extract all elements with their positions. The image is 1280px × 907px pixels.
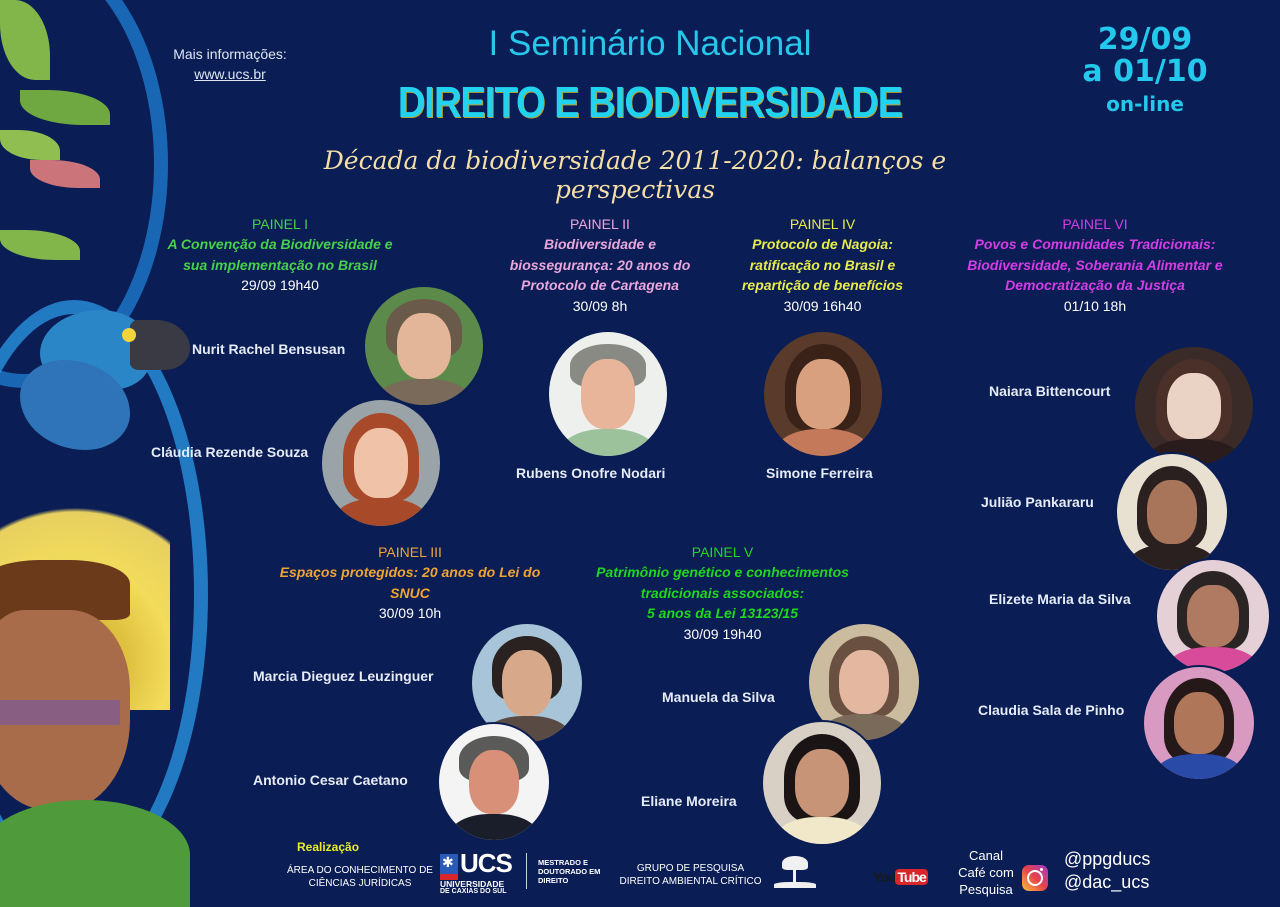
grupo-line: GRUPO DE PESQUISA <box>636 863 745 874</box>
instagram-handle[interactable]: @ppgducs <box>1064 849 1151 869</box>
instagram-handles <box>1064 848 1150 894</box>
speaker-name: Cláudia Rezende Souza <box>151 444 309 460</box>
panel-schedule: 29/09 19h40 <box>241 277 319 293</box>
instagram-handle[interactable]: @dac_ucs <box>1064 872 1150 892</box>
website-link[interactable]: www.ucs.br <box>194 66 266 82</box>
grupo-pesquisa <box>618 862 763 888</box>
panel-label: PAINEL VI <box>1062 216 1128 232</box>
event-mode: on-line <box>1106 92 1184 116</box>
panel-schedule: 30/09 10h <box>378 605 442 621</box>
speaker-name: Nurit Rachel Bensusan <box>192 341 346 357</box>
mestrado-line: DOUTORADO EM <box>538 867 601 876</box>
speaker-name: Rubens Onofre Nodari <box>516 465 666 481</box>
canal-line: Canal <box>969 848 1003 863</box>
event-title-main: DIREITO E BIODIVERSIDADE <box>397 78 903 127</box>
event-subtitle: Década da biodiversidade 2011-2020: balanços e perspectivas <box>323 146 947 204</box>
speaker-photo <box>1115 452 1229 572</box>
more-info <box>150 44 310 84</box>
area-line: ÁREA DO CONHECIMENTO DE <box>287 865 433 876</box>
panel-3 <box>245 542 575 623</box>
panel-4 <box>730 214 915 316</box>
speaker-name: Naiara Bittencourt <box>989 383 1111 399</box>
mestrado-line: MESTRADO E <box>538 858 589 867</box>
panel-title-line: Democratização da Justiça <box>1005 277 1185 293</box>
panel-1 <box>130 214 430 295</box>
canal-line: Café com <box>958 865 1014 880</box>
panel-schedule: 30/09 8h <box>572 297 628 314</box>
speaker-name: Eliane Moreira <box>641 793 737 809</box>
date-start: 29/09 <box>1097 22 1193 57</box>
panel-title-line: Biodiversidade e <box>543 236 657 252</box>
canal-cafe-com-pesquisa <box>950 847 1022 898</box>
instagram-icon[interactable] <box>1022 865 1048 891</box>
canal-line: Pesquisa <box>959 882 1013 897</box>
panel-title-line: sua implementação no Brasil <box>183 256 377 273</box>
speaker-photo <box>1133 345 1255 467</box>
area-conhecimento <box>285 864 435 890</box>
panel-title-line: tradicionais associados: <box>640 584 805 601</box>
speaker-name: Manuela da Silva <box>662 689 775 705</box>
mestrado-line: DIREITO <box>538 876 569 885</box>
mestrado-doutorado-label <box>538 858 600 885</box>
panel-schedule: 30/09 16h40 <box>783 297 862 314</box>
speaker-name: Elizete Maria da Silva <box>989 591 1131 607</box>
panel-title-line: A Convenção da Biodiversidade e <box>167 236 393 252</box>
speaker-name: Simone Ferreira <box>766 465 873 481</box>
ucs-university-name <box>440 880 507 896</box>
panel-title-line: Protocolo de Nagoia: <box>752 236 893 252</box>
panel-title-line: biossegurança: 20 anos do <box>509 256 691 273</box>
macaw-illustration <box>10 300 180 450</box>
speaker-photo <box>1155 558 1271 674</box>
tree-book-logo-icon <box>772 856 818 892</box>
speaker-name: Claudia Sala de Pinho <box>978 702 1125 718</box>
panel-2 <box>490 214 710 316</box>
panel-label: PAINEL V <box>691 544 754 560</box>
panel-label: PAINEL I <box>251 216 309 232</box>
panel-title-line: Espaços protegidos: 20 anos do Lei do <box>279 564 541 580</box>
indigenous-figure-illustration <box>0 470 180 907</box>
panel-title-line: Patrimônio genético e conhecimentos <box>596 564 849 580</box>
event-title-line1: I Seminário Nacional <box>488 24 812 63</box>
panel-5 <box>575 542 870 644</box>
ucs-sub-line: UNIVERSIDADE <box>440 879 505 889</box>
speaker-name: Antonio Cesar Caetano <box>253 772 408 788</box>
panel-schedule: 01/10 18h <box>1063 297 1127 314</box>
event-dates <box>1060 24 1230 116</box>
panel-title-line: Povos e Comunidades Tradicionais: <box>974 236 1216 252</box>
panel-schedule: 30/09 19h40 <box>683 625 762 642</box>
speaker-photo <box>437 722 551 842</box>
panel-title-line: ratificação no Brasil e <box>749 256 896 273</box>
panel-label: PAINEL IV <box>789 216 856 232</box>
speaker-photo <box>761 720 883 846</box>
speaker-name: Julião Pankararu <box>981 494 1094 510</box>
youtube-logo-icon[interactable] <box>873 869 928 885</box>
ucs-logo <box>440 848 520 896</box>
speaker-name: Marcia Dieguez Leuzinguer <box>253 668 434 684</box>
divider <box>526 853 527 889</box>
panel-title-line: repartição de benefícios <box>741 277 904 293</box>
grupo-line: DIREITO AMBIENTAL CRÍTICO <box>619 876 762 887</box>
realizacao-label: Realização <box>297 840 360 854</box>
date-end: a 01/10 <box>1082 54 1208 89</box>
ucs-sub-line: DE CAXIAS DO SUL <box>440 888 507 895</box>
panel-label: PAINEL II <box>570 216 630 232</box>
youtube-you: You <box>873 869 896 885</box>
ucs-logo-text: UCS <box>460 848 512 878</box>
more-info-label: Mais informações: <box>173 46 287 62</box>
area-line: CIÊNCIAS JURÍDICAS <box>308 878 412 889</box>
speaker-photo <box>320 398 442 528</box>
speaker-photo <box>1142 665 1256 781</box>
panel-title-line: SNUC <box>390 584 430 601</box>
speaker-photo <box>547 330 669 458</box>
panel-6 <box>935 214 1255 316</box>
youtube-tube: Tube <box>897 869 926 885</box>
speaker-photo <box>762 330 884 458</box>
panel-title-line: 5 anos da Lei 13123/15 <box>647 605 798 621</box>
ucs-star-icon: ✱ <box>440 854 458 874</box>
panel-title-line: Protocolo de Cartagena <box>521 277 679 293</box>
speaker-photo <box>363 285 485 407</box>
panel-label: PAINEL III <box>378 544 442 560</box>
panel-title-line: Biodiversidade, Soberania Alimentar e <box>967 256 1223 273</box>
